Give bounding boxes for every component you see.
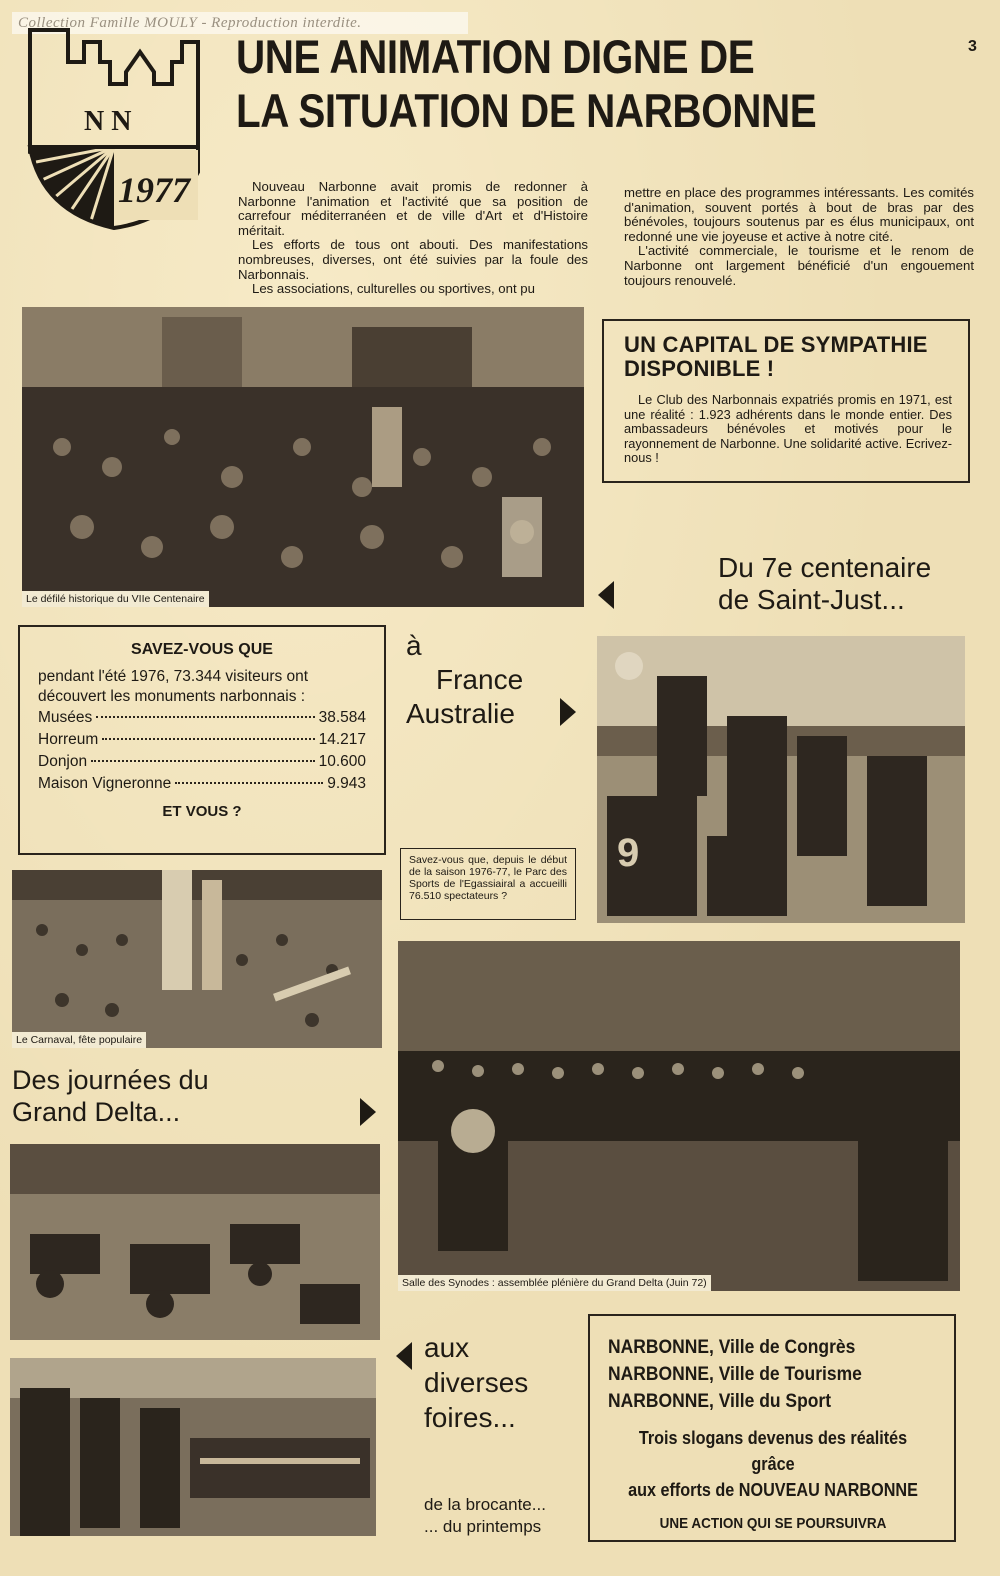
slogans-box — [588, 1314, 956, 1542]
savez-intro: pendant l'été 1976, 73.344 visiteurs ont découvert les monuments narbonnais : — [38, 668, 309, 705]
photo-foire-machines — [10, 1144, 380, 1340]
intro-paragraph: Nouveau Narbonne avait promis de redonner à Narbonne l'animation et l'activité que sa position de carrefour méditerranéen et de ville d'Art et d'Histoire méritait. — [238, 179, 588, 238]
savez-vous-box — [18, 625, 386, 855]
headline-line-2: LA SITUATION DE NARBONNE — [236, 84, 817, 137]
slogan-line: NARBONNE, Ville de Tourisme — [608, 1364, 862, 1385]
sports-note-box — [400, 848, 576, 920]
callout-line: de la brocante... — [424, 1495, 546, 1514]
callout-france: France — [436, 664, 524, 695]
stats-value: 38.584 — [318, 709, 366, 726]
arrow-left-icon — [598, 581, 614, 609]
intro-column-2 — [624, 186, 974, 288]
callout-foires — [424, 1330, 528, 1435]
nouveau-narbonne-logo — [22, 22, 206, 232]
intro-paragraph: L'activité commerciale, le tourisme et le renom de Narbonne ont largement bénéficié d'un engouement toujours renouvelé. — [624, 243, 974, 288]
sympathie-body: Le Club des Narbonnais expatriés promis en 1971, est une réalité : 1.923 adhérents dans le monde entier. Des ambassadeurs bénévoles et motivés pour le rayonnement de Narbonne. Une solidarité active. Ecrivez-nous ! — [624, 392, 952, 465]
logo-emblem-icon — [22, 22, 206, 232]
stats-value: 14.217 — [318, 731, 366, 748]
photo-caption: Salle des Synodes : assemblée plénière du Grand Delta (Juin 72) — [398, 1275, 711, 1291]
stats-row — [38, 773, 366, 795]
photo-caption: Le Carnaval, fête populaire — [12, 1032, 146, 1048]
callout-line: de Saint-Just... — [718, 584, 905, 615]
callout-brocante-printemps — [424, 1494, 546, 1538]
page-number: 3 — [968, 38, 977, 55]
photo-defile-historique — [22, 307, 584, 607]
photo-salle-des-synodes — [398, 941, 960, 1291]
watermark: Collection Famille MOULY - Reproduction interdite. — [12, 12, 468, 34]
logo-letters: N N — [84, 106, 132, 137]
slogan-subtitle: Trois slogans devenus des réalités grâce — [638, 1428, 908, 1474]
stats-row — [38, 707, 366, 729]
logo-year: 1977 — [118, 170, 190, 210]
callout-centenaire — [718, 552, 968, 616]
sympathie-title-line-2: DISPONIBLE ! — [624, 356, 775, 381]
sports-note: Savez-vous que, depuis le début de la saison 1976-77, le Parc des Sports de l'Egassiairal a accueilli 76.510 spectateurs ? — [409, 854, 567, 902]
headline-line-1: UNE ANIMATION DIGNE DE — [236, 30, 755, 83]
photo-carnaval — [12, 870, 382, 1048]
stats-label: Donjon — [38, 753, 88, 770]
stats-label: Musées — [38, 709, 93, 726]
intro-paragraph: Les associations, culturelles ou sportives, ont pu — [252, 281, 535, 297]
callout-australie: Australie — [406, 698, 515, 729]
savez-footer: ET VOUS ? — [162, 803, 242, 820]
intro-paragraph: Les efforts de tous ont abouti. Des manifestations nombreuses, diverses, ont été suivies par la foule des Narbonnais. — [238, 237, 588, 282]
stats-label: Horreum — [38, 731, 99, 748]
callout-grand-delta — [12, 1064, 209, 1128]
stats-value: 9.943 — [327, 775, 366, 792]
callout-line: ... du printemps — [424, 1517, 542, 1536]
arrow-right-icon — [360, 1098, 376, 1126]
stats-value: 10.600 — [318, 753, 366, 770]
callout-line: Du 7e centenaire — [718, 552, 932, 583]
intro-paragraph: mettre en place des programmes intéressants. Les comités d'animation, souvent portés à bout de bras par des bénévoles, toujours soutenus par es élus municipaux, ont redonné une vie joyeuse et active à notre cité. — [624, 185, 974, 244]
sympathie-title-line-1: UN CAPITAL DE SYMPATHIE — [624, 332, 928, 357]
callout-a: à — [406, 630, 422, 661]
photo-rugby-france-australie — [597, 636, 965, 923]
slogan-line: NARBONNE, Ville de Congrès — [608, 1337, 856, 1358]
stats-row — [38, 751, 366, 773]
savez-title: SAVEZ-VOUS QUE — [131, 641, 273, 658]
slogan-action: UNE ACTION QUI SE POURSUIVRA — [659, 1515, 887, 1532]
arrow-left-icon — [396, 1342, 412, 1370]
callout-line: Des journées du — [12, 1065, 209, 1095]
intro-column-1 — [238, 180, 588, 297]
headline — [236, 30, 838, 138]
slogan-line: NARBONNE, Ville du Sport — [608, 1391, 832, 1412]
sympathie-box — [602, 319, 970, 483]
callout-line: foires... — [424, 1402, 516, 1433]
callout-line: diverses — [424, 1367, 529, 1398]
svg-text:9: 9 — [617, 831, 640, 875]
callout-line: aux — [424, 1332, 470, 1363]
callout-line: Grand Delta... — [12, 1097, 181, 1127]
stats-label: Maison Vigneronne — [38, 775, 172, 792]
photo-brocante — [10, 1358, 376, 1536]
arrow-right-icon — [560, 698, 576, 726]
slogan-subtitle: aux efforts de NOUVEAU NARBONNE — [628, 1480, 918, 1500]
photo-caption: Le défilé historique du VIIe Centenaire — [22, 591, 209, 607]
stats-row — [38, 729, 366, 751]
